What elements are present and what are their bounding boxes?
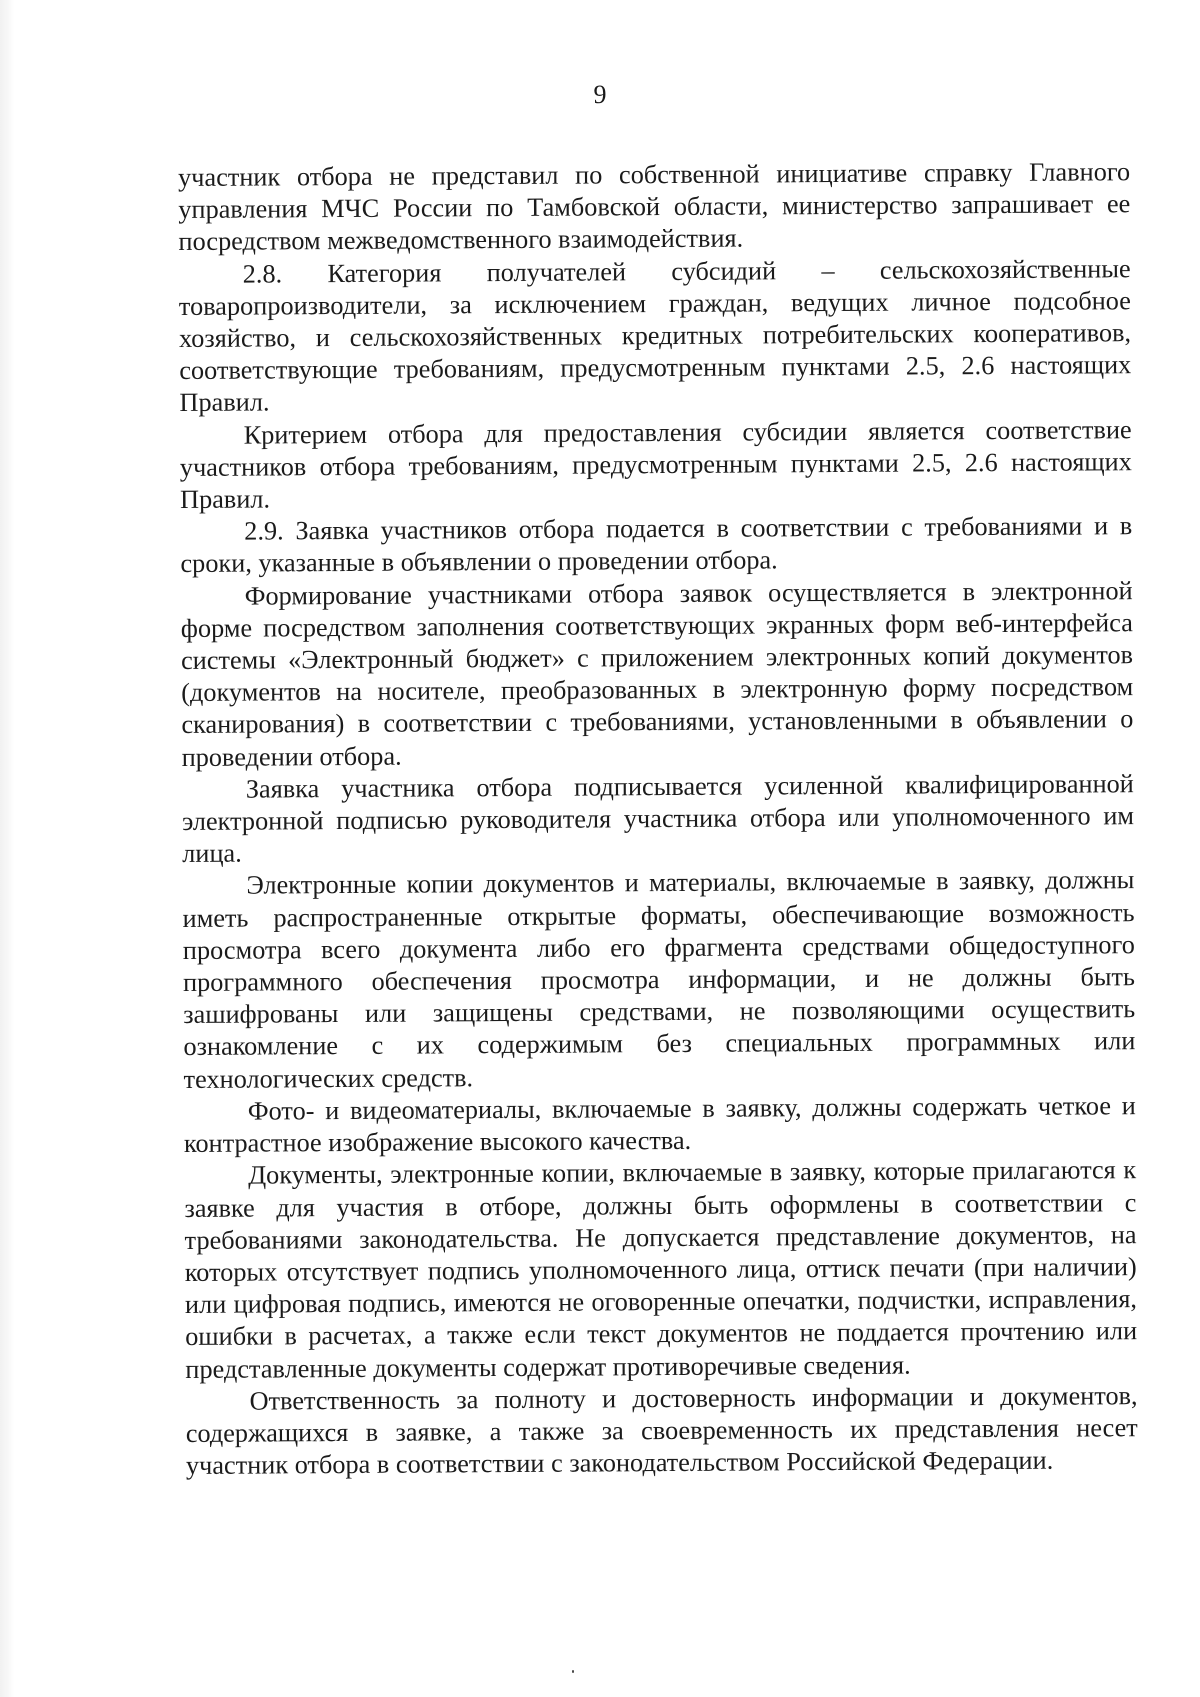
paragraph-responsibility: Ответственность за полноту и достоверность информации и документов, содержащихся в заявке, а также за своевременность их представления несет участник отбора в соответствии с законодательством Российской Федерации. xyxy=(185,1380,1138,1481)
scan-speck xyxy=(572,1670,574,1673)
paragraph-2-8-category: 2.8. Категория получателей субсидий – сельскохозяйственные товаропроизводители, за исключением граждан, ведущих личное подсобное хозяйство, и сельскохозяйственных кредитных потребительских кооперативов, соответствующие требованиям, предусмотренным пунктами 2.5, 2.6 настоящих Правил. xyxy=(178,253,1132,418)
scan-edge-shadow xyxy=(0,0,14,1697)
document-body xyxy=(178,156,1138,1482)
paragraph-signature: Заявка участника отбора подписывается усиленной квалифицированной электронной подписью руководителя участника отбора или уполномоченного им лица. xyxy=(181,769,1135,869)
paragraph-document-requirements: Документы, электронные копии, включаемые в заявку, которые прилагаются к заявке для участия в отборе, должны быть оформлены в соответствии с требованиями законодательства. Не допускается представление документов, на которых отсутствует подпись уполномоченного лица, оттиск печати (при наличии) или цифровая подпись, имеются не оговоренные опечатки, подчистки, исправления, ошибки в расчетах, а также если текст документов не поддается прочтению или представленные документы содержат противоречивые сведения. xyxy=(184,1155,1138,1384)
paragraph-2-9-application: 2.9. Заявка участников отбора подается в соответствии с требованиями и в сроки, указанные в объявлении о проведении отбора. xyxy=(180,511,1133,579)
page-number: 9 xyxy=(593,80,607,109)
paragraph-file-formats: Электронные копии документов и материалы, включаемые в заявку, должны иметь распространенные открытые форматы, обеспечивающие возможность просмотра всего документа либо его фрагмента средствами общедоступного программного обеспечения просмотра информации, и не должны быть зашифрованы или защищены средствами, не позволяющими осуществить ознакомление с их содержимым без специальных программных или технологических средств. xyxy=(182,865,1136,1094)
paragraph-selection-criterion: Критерием отбора для предоставления субсидии является соответствие участников отбора требованиям, предусмотренным пунктами 2.5, 2.6 настоящих Правил. xyxy=(179,414,1132,515)
paragraph-continuation: участник отбора не представил по собственной инициативе справку Главного управления МЧС России по Тамбовской области, министерство запрашивает ее посредством межведомственного взаимодействия. xyxy=(178,157,1131,257)
paragraph-photo-video: Фото- и видеоматериалы, включаемые в заявку, должны содержать четкое и контрастное изображение высокого качества. xyxy=(183,1091,1136,1159)
paragraph-electronic-form: Формирование участниками отбора заявок осуществляется в электронной форме посредством заполнения соответствующих экранных форм веб-интерфейса системы «Электронный бюджет» с приложением электронных копий документов (документов на носителе, преобразованных в электронную форму посредством сканирования) в соответствии с требованиями, установленными в объявлении о проведении отбора. xyxy=(180,575,1134,772)
